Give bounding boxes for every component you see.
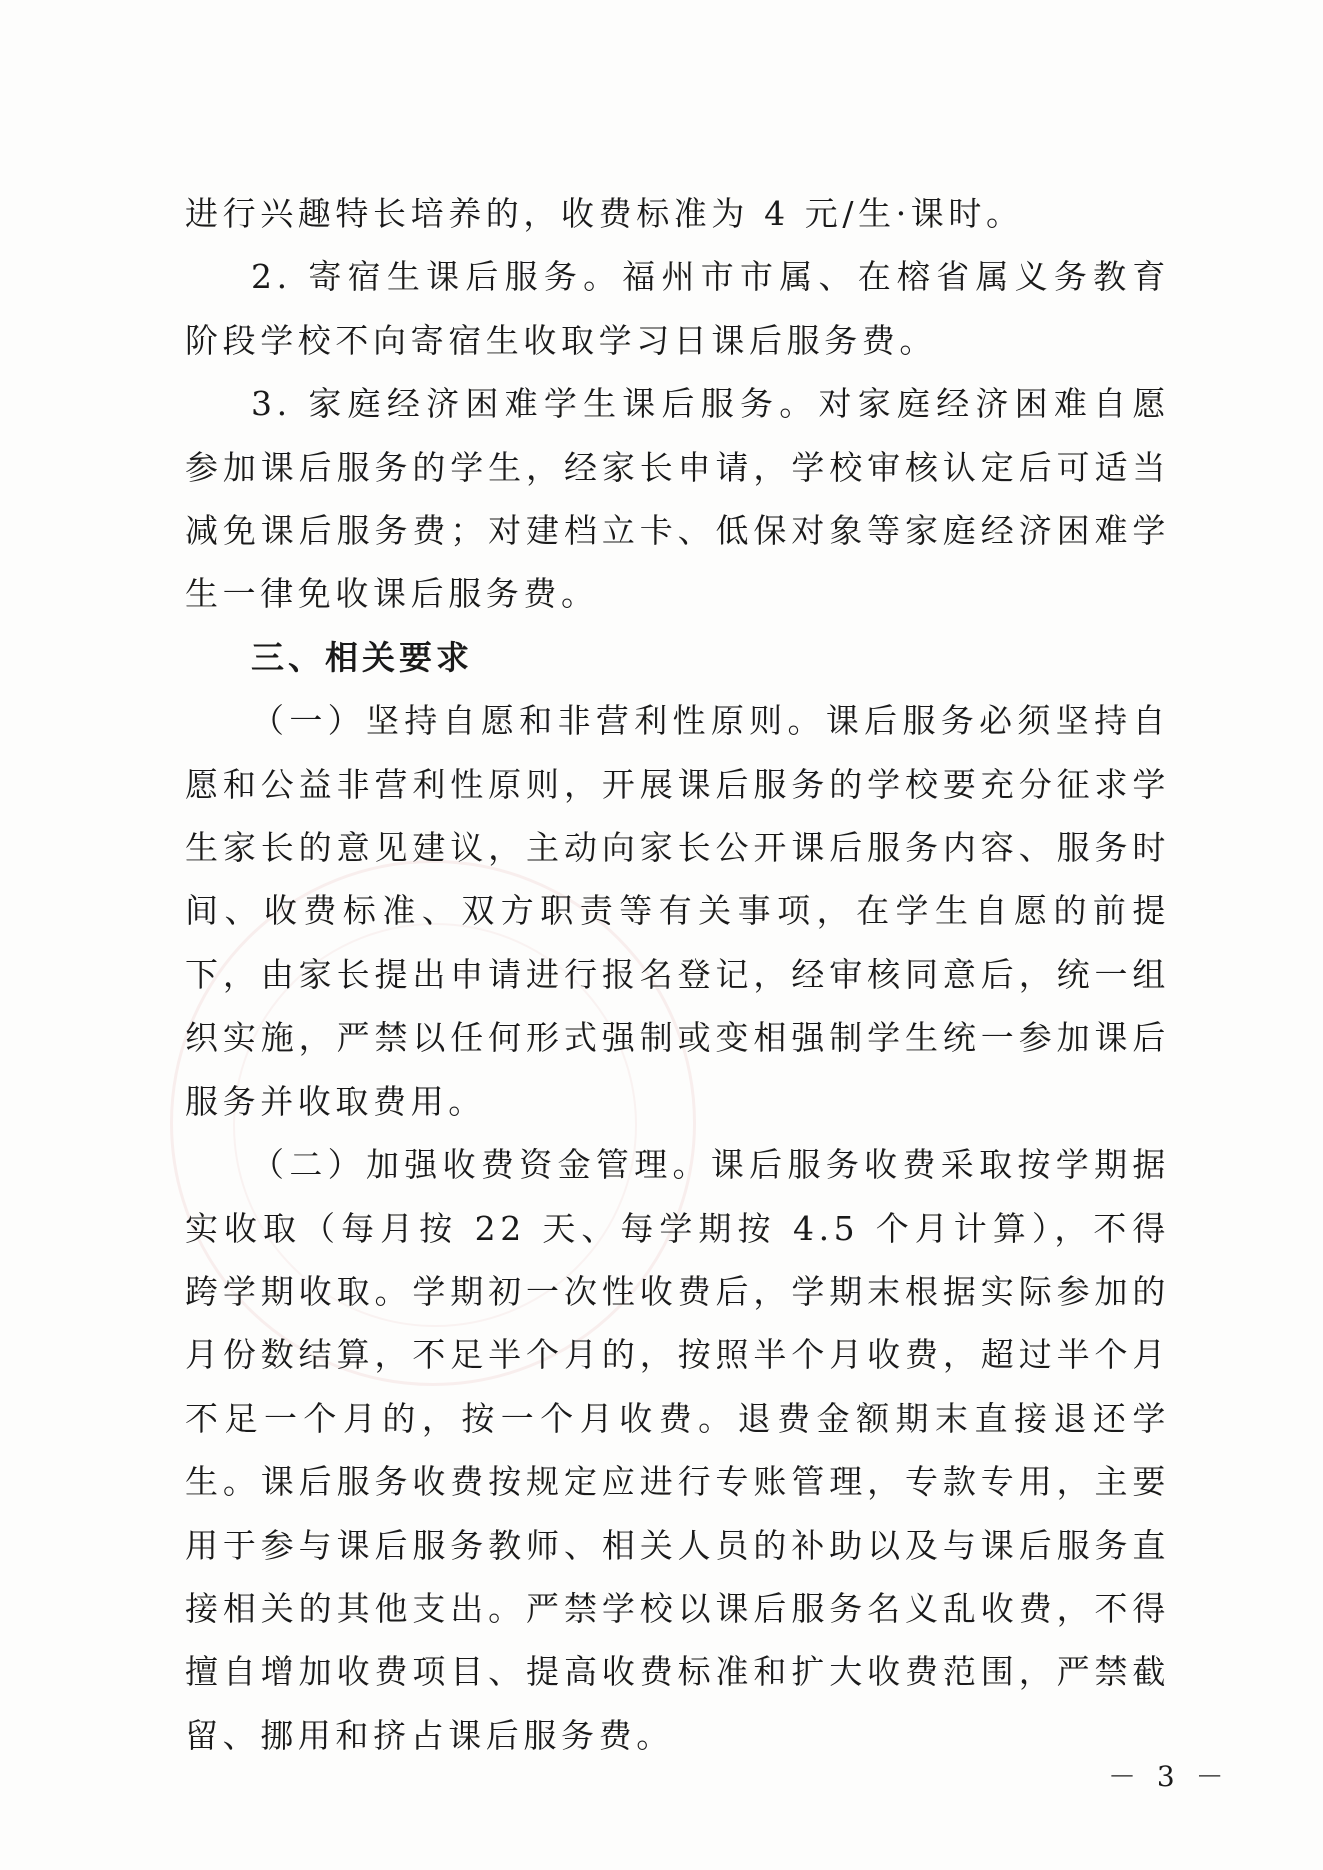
section-heading-requirements: 三、相关要求 [251, 637, 473, 677]
paragraph-fee-management: （二）加强收费资金管理。课后服务收费采取按学期据实收取（每月按 22 天、每学期按 4.5 个月计算），不得跨学期收取。学期初一次性收费后，学期末根据实际参加的月份数结算，不足半个月的，按照半个月收费，超过半个月不足一个月的，按一个月收费。退费金额期末直接退还学生。课后服务收费按规定应进行专账管理，专款专用，主要用于参与课后服务教师、相关人员的补助以及与课后服务直接相关的其他支出。严禁学校以课后服务名义乱收费，不得擅自增加收费项目、提高收费标准和扩大收费范围，严禁截留、挪用和挤占课后服务费。 [185, 1145, 1170, 1755]
paragraph-voluntary-principle: （一）坚持自愿和非营利性原则。课后服务必须坚持自愿和公益非营利性原则，开展课后服务的学校要充分征求学生家长的意见建议，主动向家长公开课后服务内容、服务时间、收费标准、双方职责等有关事项，在学生自愿的前提下，由家长提出申请进行报名登记，经审核同意后，统一组织实施，严禁以任何形式强制或变相强制学生统一参加课后服务并收取费用。 [185, 701, 1170, 1121]
paragraph-financial-hardship: 3. 家庭经济困难学生课后服务。对家庭经济困难自愿参加课后服务的学生，经家长申请，学校审核认定后可适当减免课后服务费；对建档立卡、低保对象等家庭经济困难学生一律免收课后服务费。 [185, 384, 1170, 614]
paragraph-continuation: 进行兴趣特长培养的，收费标准为 4 元/生·课时。 [185, 194, 1024, 233]
paragraph-boarding-students: 2. 寄宿生课后服务。福州市市属、在榕省属义务教育阶段学校不向寄宿生收取学习日课后服务费。 [185, 257, 1170, 360]
document-body [185, 182, 1170, 1767]
page-number: － 3 － [1108, 1760, 1230, 1793]
